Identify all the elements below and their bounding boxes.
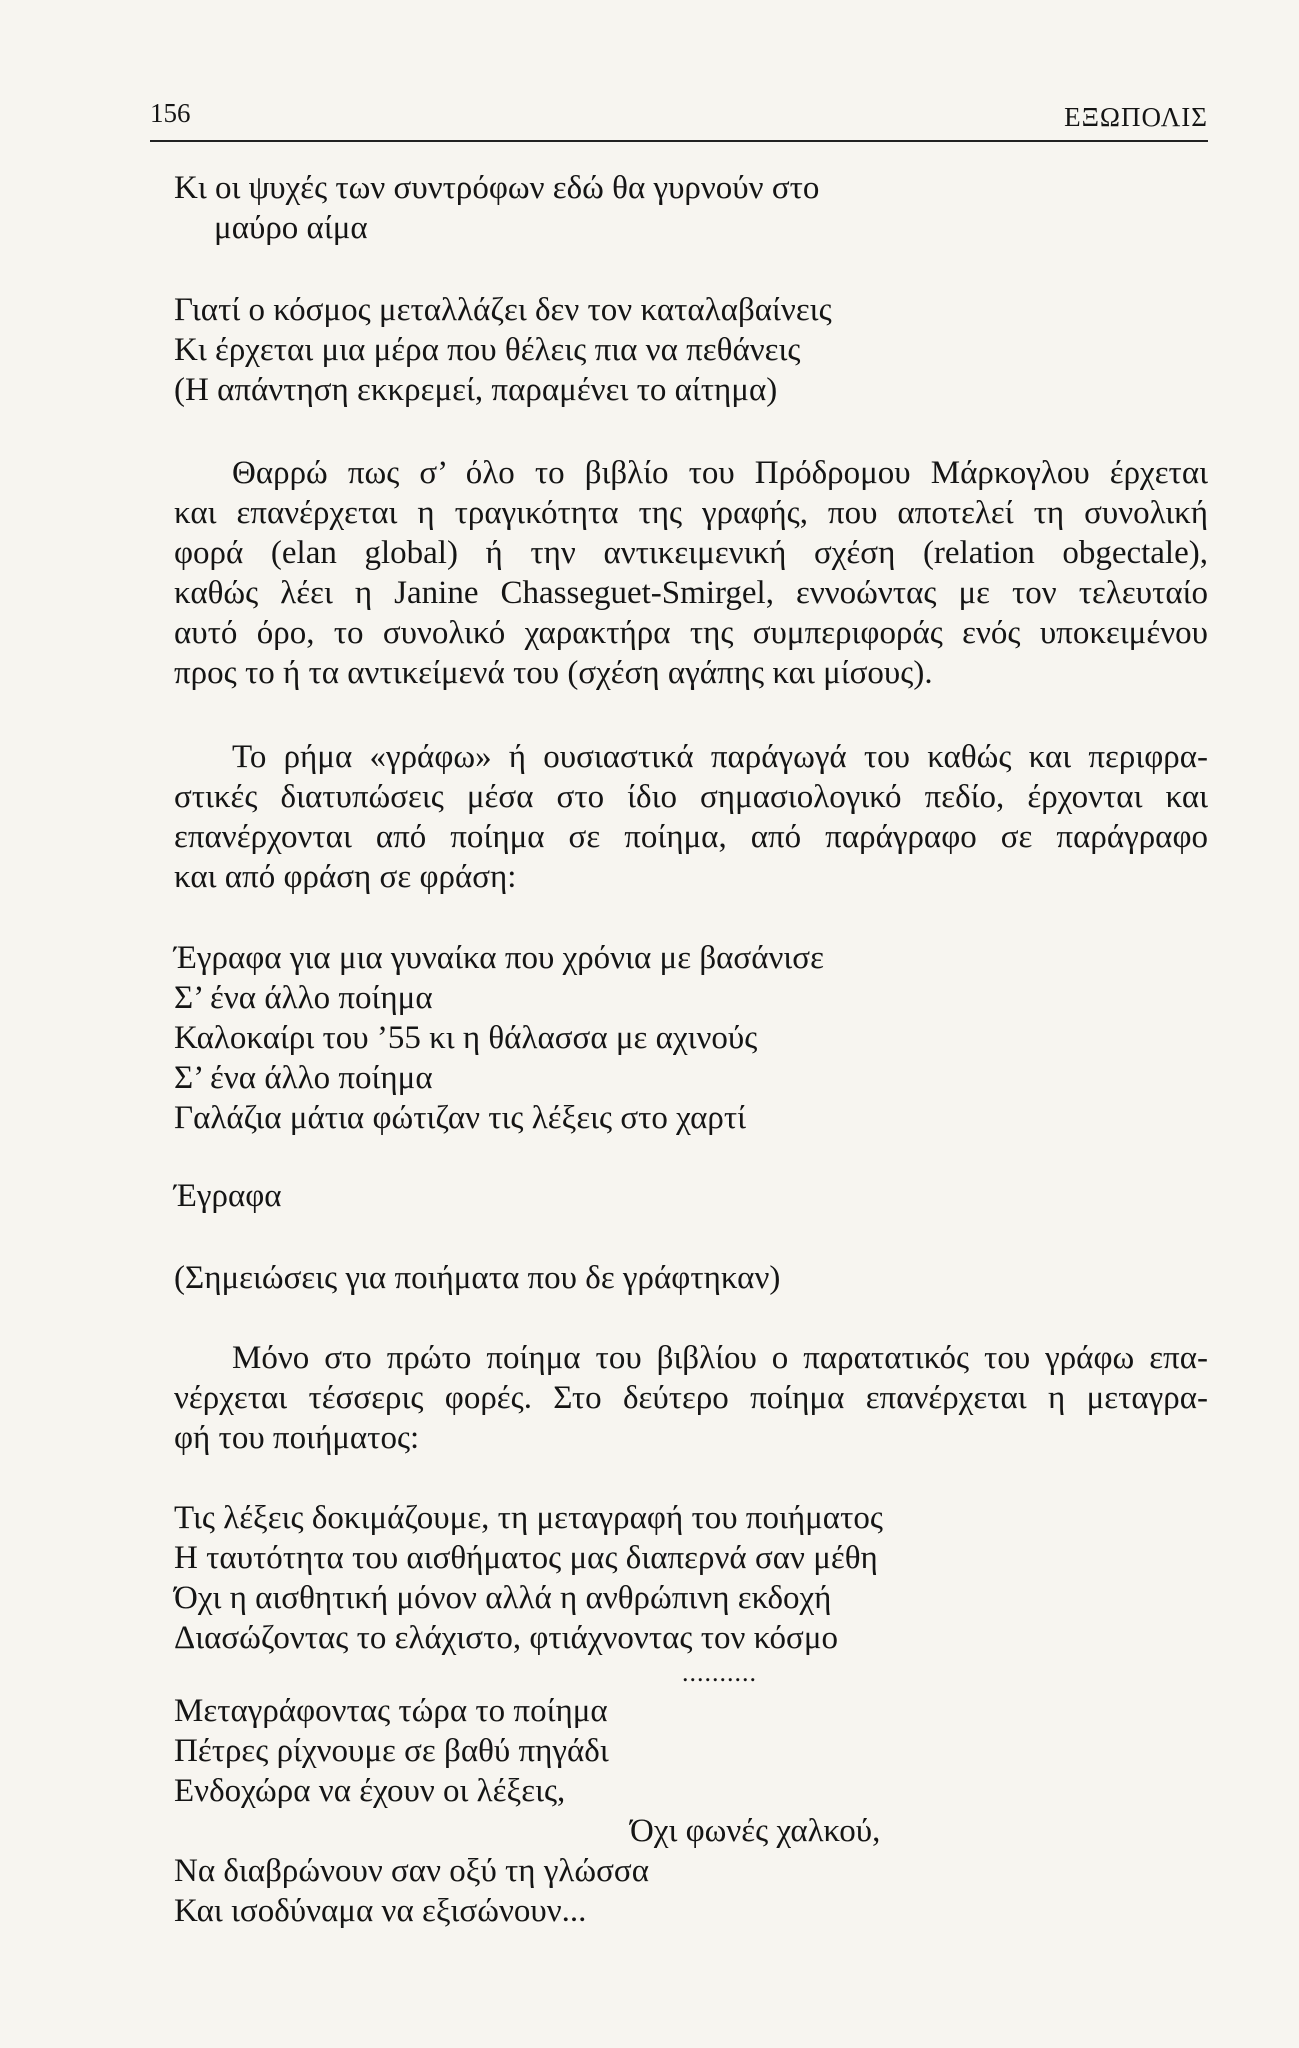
verse-line: Και ισοδύναμα να εξισώνουν...: [174, 1893, 587, 1929]
paragraph-line: φή του ποιήματος:: [174, 1420, 420, 1456]
verse-line: Ενδοχώρα να έχουν οι λέξεις,: [174, 1773, 566, 1809]
paragraph-line: αυτό όρο, το συνολικό χαρακτήρα της συμπεριφοράς ενός υποκειμένου: [174, 615, 1208, 651]
verse-line: Τις λέξεις δοκιμάζουμε, τη μεταγραφή του ποιήματος: [174, 1500, 883, 1536]
verse-line: Γαλάζια μάτια φώτιζαν τις λέξεις στο χαρτί: [174, 1100, 746, 1136]
verse-line: Έγραφα για μια γυναίκα που χρόνια με βασάνισε: [174, 940, 824, 976]
paragraph-line: και επανέρχεται η τραγικότητα της γραφής, που αποτελεί τη συνολική: [174, 495, 1208, 531]
verse-stanza-3: [174, 938, 1204, 1138]
verse-line: Κι έρχεται μια μέρα που θέλεις πια να πεθάνεις: [174, 332, 801, 368]
verse-stanza-8: [174, 1851, 1204, 1931]
paragraph-line: φορά (elan global) ή την αντικειμενική σχέση (relation obgectale),: [174, 535, 1208, 571]
verse-line: Καλοκαίρι του ’55 κι η θάλασσα με αχινούς: [174, 1020, 758, 1056]
verse-line: Η ταυτότητα του αισθήματος μας διαπερνά σαν μέθη: [174, 1540, 878, 1576]
paragraph-line: επανέρχονται από ποίημα σε ποίημα, από παράγραφο σε παράγραφο: [174, 819, 1208, 855]
paragraph-line: προς το ή τα αντικείμενά του (σχέση αγάπης και μίσους).: [174, 655, 933, 691]
verse-line: Σ’ ένα άλλο ποίημα: [174, 980, 433, 1016]
verse-stanza-5: [174, 1258, 1204, 1298]
paragraph-line: και από φράση σε φράση:: [174, 859, 517, 895]
verse-line: Διασώζοντας το ελάχιστο, φτιάχνοντας τον κόσμο: [174, 1620, 839, 1656]
page-header: [150, 96, 1208, 142]
running-title: ΕΞΩΠΟΛΙΣ: [1064, 102, 1208, 132]
verse-stanza-4: [174, 1176, 1204, 1216]
verse-stanza-6: [174, 1498, 1204, 1658]
verse-line: Έγραφα: [174, 1178, 282, 1214]
verse-line: μαύρο αίμα: [214, 210, 368, 246]
verse-stanza-7: [174, 1691, 1204, 1811]
verse-stanza-1: [174, 168, 1204, 248]
verse-line: Σ’ ένα άλλο ποίημα: [174, 1060, 433, 1096]
paragraph-line: Μόνο στο πρώτο ποίημα του βιβλίου ο παρατατικός του γράφω επα-: [232, 1340, 1208, 1376]
paragraph-line: νέρχεται τέσσερις φορές. Στο δεύτερο ποίημα επανέρχεται η μεταγρα-: [174, 1380, 1208, 1416]
verse-line: Μεταγράφοντας τώρα το ποίημα: [174, 1693, 608, 1729]
verse-line: Να διαβρώνουν σαν οξύ τη γλώσσα: [174, 1853, 649, 1889]
paragraph-line: Θαρρώ πως σ’ όλο το βιβλίο του Πρόδρομου Μάρκογλου έρχεται: [232, 455, 1208, 491]
verse-line: Κι οι ψυχές των συντρόφων εδώ θα γυρνούν στο: [174, 170, 820, 206]
verse-line: Γιατί ο κόσμος μεταλλάζει δεν τον καταλαβαίνεις: [174, 292, 832, 328]
verse-line-right: Όχι φωνές χαλκού,: [630, 1813, 881, 1849]
verse-line: (Σημειώσεις για ποιήματα που δε γράφτηκαν): [174, 1260, 781, 1296]
paragraph-line: Το ρήμα «γράφω» ή ουσιαστικά παράγωγά του καθώς και περιφρα-: [232, 739, 1208, 775]
verse-stanza-2: [174, 290, 1204, 410]
body-paragraph-2: [174, 737, 1208, 897]
paragraph-line: καθώς λέει η Janine Chasseguet-Smirgel, εννοώντας με τον τελευταίο: [174, 575, 1208, 611]
page-number: 156: [150, 98, 191, 128]
verse-line: (Η απάντηση εκκρεμεί, παραμένει το αίτημα): [174, 372, 778, 408]
ellipsis-separator: ..........: [682, 1658, 757, 1687]
verse-line: Πέτρες ρίχνουμε σε βαθύ πηγάδι: [174, 1733, 609, 1769]
paragraph-line: στικές διατυπώσεις μέσα στο ίδιο σημασιολογικό πεδίο, έρχονται και: [174, 779, 1208, 815]
body-paragraph-3: [174, 1338, 1208, 1458]
body-paragraph-1: [174, 453, 1208, 693]
verse-line: Όχι η αισθητική μόνον αλλά η ανθρώπινη εκδοχή: [174, 1580, 832, 1616]
